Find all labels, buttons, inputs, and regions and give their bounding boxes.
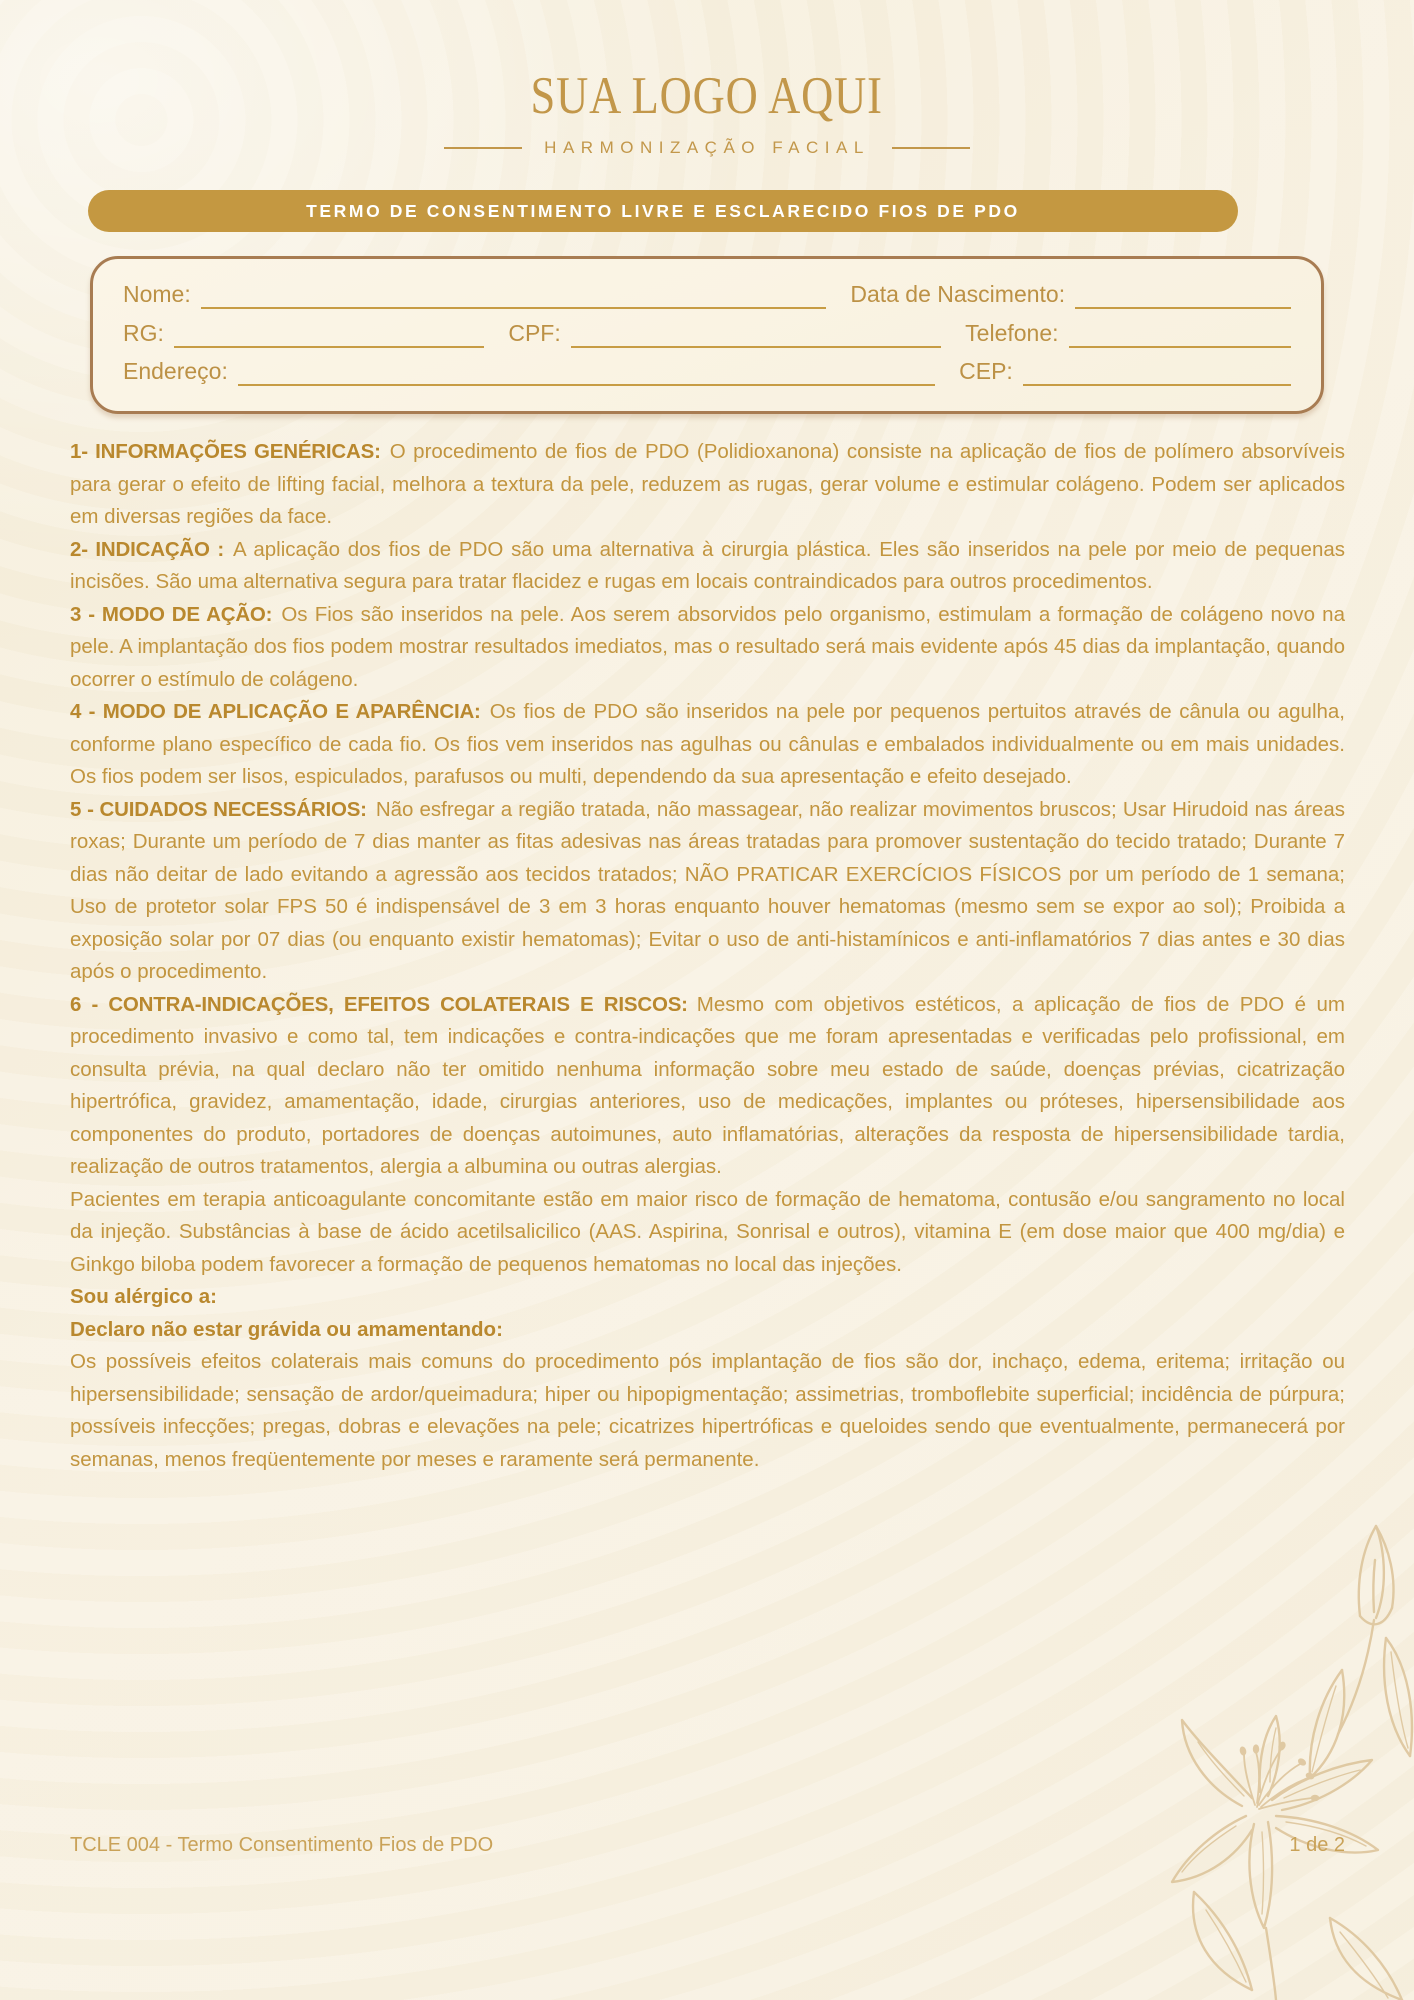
logo-text: SUA LOGO AQUI (530, 67, 884, 125)
section-6-body: Mesmo com objetivos estéticos, a aplicação de fios de PDO é um procedimento invasivo e como tal, tem indicações e contra-indicações que me foram apresentadas e verificadas pelo profissional, em consulta prévia, na qual declaro não ter omitido nenhuma informação sobre meu estado de saúde, doenças prévias, cicatrização hipertrófica, gravidez, amamentação, idade, cirurgias anteriores, uso de medicações, implantes ou próteses, hipersensibilidade aos componentes do produto, portadores de doenças autoimunes, auto inflamatórias, alterações da resposta de hipersensibilidade tardia, realização de outros tratamentos, alergia a albumina ou outras alergias. (70, 992, 1345, 1178)
section-4 (70, 696, 1345, 794)
section-6 (70, 989, 1345, 1184)
section-5-body: Não esfregar a região tratada, não massagear, não realizar movimentos bruscos; Usar Hirudoid nas áreas roxas; Durante um período de 7 dias manter as fitas adesivas nas áreas tratadas para promover sustentação do tecido tratado; Durante 7 dias não deitar de lado evitando a agressão aos tecidos tratados; NÃO PRATICAR EXERCÍCIOS FÍSICOS por um período de 1 semana; Uso de protetor solar FPS 50 é indispensável de 3 em 3 horas enquanto houver hematomas (mesmo sem se expor ao sol); Proibida a exposição solar por 07 dias (ou enquanto existir hematomas); Evitar o uso de anti-histamínicos e anti-inflamatórios 7 dias antes e 30 dias após o procedimento. (70, 797, 1345, 983)
section-1 (70, 436, 1345, 534)
data-nascimento-label: Data de Nascimento: (850, 280, 1066, 307)
tagline-block (0, 138, 1414, 158)
title-bar (88, 190, 1238, 232)
consent-text (70, 436, 1345, 1476)
tagline-text: HARMONIZAÇÃO FACIAL (544, 138, 870, 157)
section-6-paragraph-anticoagulante: Pacientes em terapia anticoagulante concomitante estão em maior risco de formação de hematoma, contusão e/ou sangramento no local da injeção. Substâncias à base de ácido acetilsalicilico (AAS. Aspirina, Sonrisal e outros), vitamina E (em dose maior que 400 mg/dia) e Ginkgo biloba podem favorecer a formação de pequenos hematomas no local das injeções. (70, 1187, 1345, 1276)
section-4-heading: 4 - MODO DE APLICAÇÃO E APARÊNCIA: (70, 700, 481, 723)
section-3-body: Os Fios são inseridos na pele. Aos serem absorvidos pelo organismo, estimulam a formação de colágeno novo na pele. A implantação dos fios podem mostrar resultados imediatos, mas o resultado será mais evidente após 45 dias da implantação, quando ocorrer o estímulo de colágeno. (70, 602, 1345, 691)
tagline-right-rule (892, 147, 970, 149)
section-4-body: Os fios de PDO são inseridos na pele por pequenos pertuitos através de cânula ou agulha, conforme plano específico de cada fio. Os fios vem inseridos nas agulhas ou cânulas e embalados individualmente ou em mais unidades. Os fios podem ser lisos, espiculados, parafusos ou multi, dependendo da sua apresentação e efeito desejado. (70, 700, 1345, 788)
footer-document-code: TCLE 004 - Termo Consentimento Fios de PDO (70, 1834, 494, 1856)
declaro-gravida-line: Declaro não estar grávida ou amamentando: (70, 1317, 503, 1341)
section-3 (70, 599, 1345, 697)
section-2-heading: 2- INDICAÇÃO : (70, 537, 225, 561)
section-1-heading: 1- INFORMAÇÕES GENÉRICAS: (70, 440, 381, 463)
patient-data-box (90, 256, 1324, 414)
nome-label: Nome: (123, 280, 191, 307)
section-5-heading: 5 - CUIDADOS NECESSÁRIOS: (70, 797, 367, 821)
rg-field[interactable] (174, 342, 484, 348)
cep-field[interactable] (1023, 380, 1291, 386)
section-3-heading: 3 - MODO DE AÇÃO: (70, 602, 273, 626)
logo-block (0, 66, 1414, 126)
cpf-field[interactable] (571, 342, 941, 348)
section-6-paragraph-efeitos: Os possíveis efeitos colaterais mais comuns do procedimento pós implantação de fios são dor, inchaço, edema, eritema; irritação ou hipersensibilidade; sensação de ardor/queimadura; hiper ou hipopigmentação; assimetrias, tromboflebite superficial; incidência de púrpura; possíveis infecções; pregas, dobras e elevações na pele; cicatrizes hipertróficas e queloides sendo que eventualmente, permanecerá por semanas, menos freqüentemente por meses e raramente será permanente. (70, 1350, 1345, 1471)
sou-alergico-line: Sou alérgico a: (70, 1285, 217, 1308)
cpf-label: CPF: (508, 319, 561, 346)
rg-label: RG: (123, 319, 164, 346)
form-row-3 (123, 360, 1291, 383)
page-footer (70, 1834, 1345, 1857)
telefone-label: Telefone: (965, 319, 1059, 346)
lily-flower-decoration (1124, 1520, 1414, 2000)
data-nascimento-field[interactable] (1075, 303, 1291, 309)
telefone-field[interactable] (1069, 342, 1291, 348)
endereco-label: Endereço: (123, 358, 228, 385)
form-row-2 (123, 319, 1291, 346)
nome-field[interactable] (201, 303, 827, 309)
endereco-field[interactable] (238, 380, 935, 386)
form-row-1 (123, 280, 1291, 307)
footer-page-number: 1 de 2 (1289, 1834, 1345, 1856)
section-1-body: O procedimento de fios de PDO (Polidioxanona) consiste na aplicação de fios de polímero absorvíveis para gerar o efeito de lifting facial, melhora a textura da pele, reduzem as rugas, gerar volume e estimular colágeno. Podem ser aplicados em diversas regiões da face. (70, 440, 1345, 528)
section-5 (70, 794, 1345, 989)
section-6-heading: 6 - CONTRA-INDICAÇÕES, EFEITOS COLATERAIS E RISCOS: (70, 992, 688, 1016)
section-2-body: A aplicação dos fios de PDO são uma alternativa à cirurgia plástica. Eles são inseridos na pele por meio de pequenas incisões. São uma alternativa segura para tratar flacidez e rugas em locais contraindicados para outros procedimentos. (70, 537, 1345, 593)
document-title: TERMO DE CONSENTIMENTO LIVRE E ESCLARECIDO FIOS DE PDO (306, 200, 1020, 221)
section-2 (70, 534, 1345, 599)
tagline-left-rule (444, 147, 522, 149)
cep-label: CEP: (959, 358, 1013, 385)
